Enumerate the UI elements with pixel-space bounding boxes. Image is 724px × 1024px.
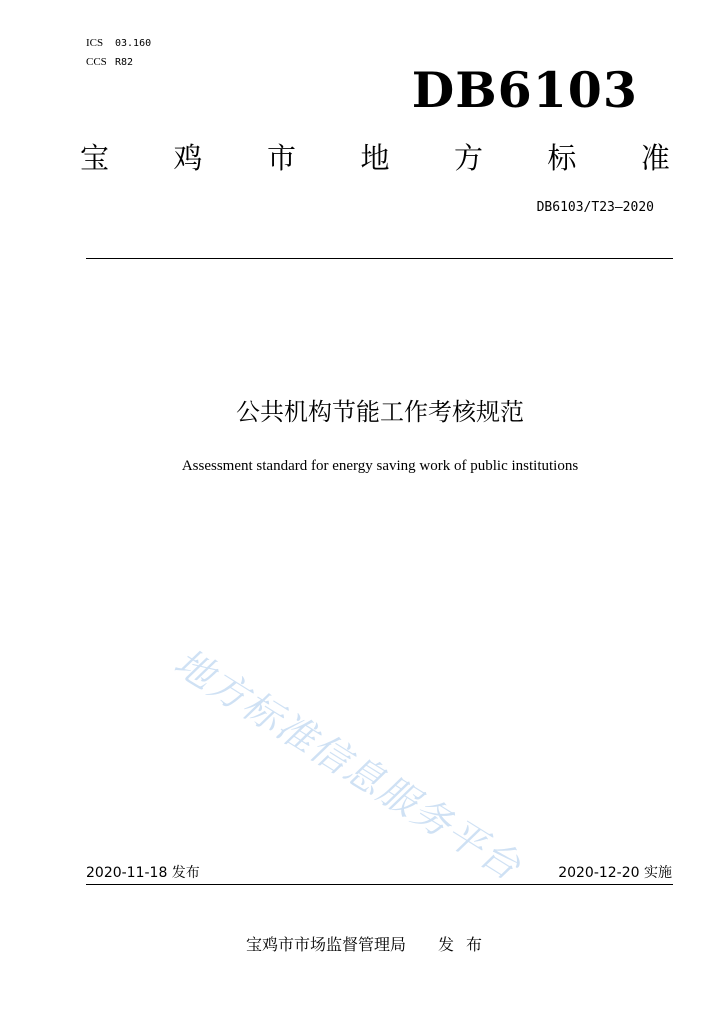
document-title-chinese: 公共机构节能工作考核规范 bbox=[236, 398, 524, 426]
standard-type-char: 方 bbox=[453, 141, 483, 175]
ics-row bbox=[86, 36, 151, 51]
standard-type-char: 鸡 bbox=[173, 141, 203, 175]
ccs-label: CCS bbox=[86, 56, 107, 68]
standard-number: DB6103/T23—2020 bbox=[536, 200, 654, 215]
issuer-row bbox=[0, 935, 724, 955]
standard-type-char: 地 bbox=[360, 141, 390, 175]
standard-type-title bbox=[80, 140, 670, 176]
ccs-value: R82 bbox=[115, 57, 134, 68]
top-divider bbox=[86, 258, 673, 259]
standard-type-char: 标 bbox=[547, 141, 577, 175]
ccs-row bbox=[86, 55, 133, 70]
standard-code-logo: DB6103 bbox=[411, 61, 638, 119]
watermark-text: 地方标准信息服务平台 bbox=[166, 640, 530, 890]
ics-value: 03.160 bbox=[115, 38, 152, 49]
issuer-action: 发布 bbox=[438, 935, 495, 954]
ics-label: ICS bbox=[86, 37, 104, 49]
implement-date: 2020-12-20 实施 bbox=[558, 865, 672, 881]
standard-type-char: 准 bbox=[640, 141, 670, 175]
bottom-divider bbox=[86, 884, 673, 885]
publish-date: 2020-11-18 发布 bbox=[86, 865, 200, 881]
standard-type-char: 宝 bbox=[80, 141, 110, 175]
standard-type-char: 市 bbox=[266, 141, 296, 175]
document-title-english: Assessment standard for energy saving work of public institutions bbox=[181, 458, 579, 474]
issuer-name: 宝鸡市市场监督管理局 bbox=[245, 935, 406, 954]
